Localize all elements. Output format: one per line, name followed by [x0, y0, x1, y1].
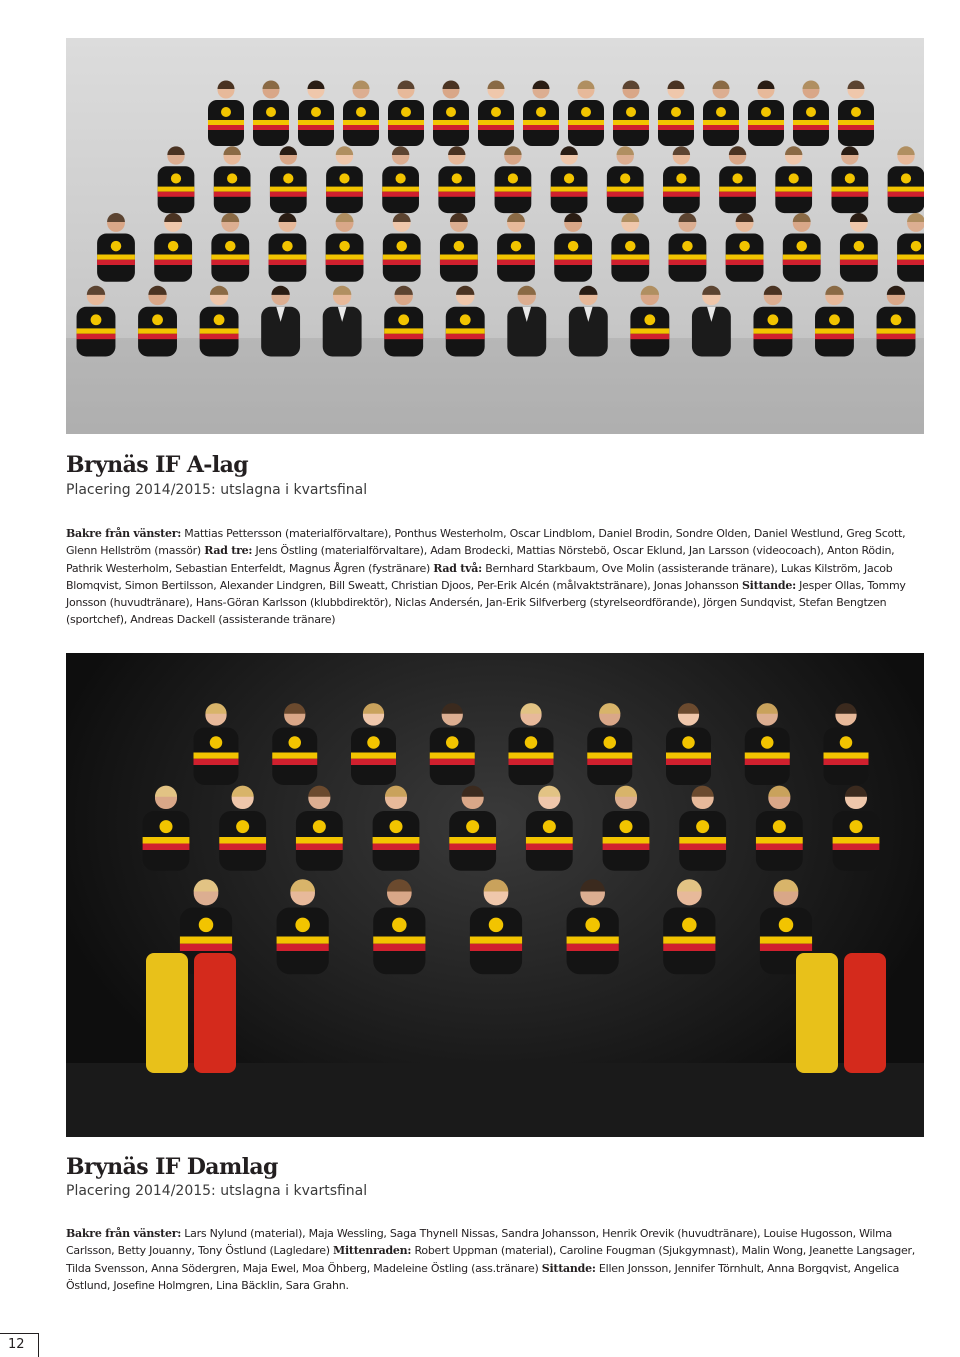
- player-figure: [888, 146, 924, 213]
- player-figure: [679, 786, 726, 871]
- player-figure: [509, 703, 554, 785]
- player-figure: [470, 879, 522, 974]
- player-figure: [430, 703, 475, 785]
- player-figure: [495, 146, 532, 213]
- player-figure: [154, 213, 192, 282]
- player-figure: [446, 286, 485, 357]
- player-figure: [478, 81, 514, 147]
- caption-text: Jens Östling (materialförvaltare), Adam Brodecki, Mattias Nörstebö, Oscar Eklund, Jan Larsson (videocoach), Anton Rödin, Pathrik Westerholm, Sebastian Enterfeldt, Magnus Ågren (fystränare): [66, 544, 895, 575]
- player-figure: [388, 81, 424, 147]
- caption-text: Lars Nylund (material), Maja Wessling, Saga Thynell Nissas, Sandra Johansson, Henrik Orevik (huvudtränare), Louise Hugosson, Wilma Carlsson, Betty Jouanny, Tony Östlund (Lagledare): [66, 1227, 893, 1258]
- player-figure: [838, 81, 874, 147]
- caption-label: Bakre från vänster:: [66, 527, 182, 540]
- player-figure: [438, 146, 475, 213]
- player-figure: [663, 879, 715, 974]
- player-figure: [603, 786, 650, 871]
- goalie-pad: [844, 953, 886, 1073]
- player-figure: [783, 213, 821, 282]
- caption-text: Ellen Jonsson, Jennifer Törnhult, Anna Borgqvist, Angelica Östlund, Josefine Holmgren, Lina Bäcklin, Sara Grahn.: [66, 1261, 900, 1292]
- caption-label: Rad två:: [433, 561, 482, 575]
- caption-text: Robert Uppman (material), Caroline Fougman (Sjukgymnast), Malin Wong, Jeanette Langsager, Tilda Svensson, Anna Södergren, Maja Ewel, Moa Öhberg, Madeleine Östling (ass.tränare): [66, 1244, 916, 1275]
- player-figure: [298, 81, 334, 147]
- player-figure: [373, 879, 425, 974]
- caption-text: Mattias Pettersson (materialförvaltare), Ponthus Westerholm, Oscar Lindblom, Daniel Brodin, Sondre Olden, Daniel Westlund, Greg Scott, Glenn Hellström (massör): [66, 527, 906, 558]
- player-figure: [351, 703, 396, 785]
- player-figure: [343, 81, 379, 147]
- goalie-pad: [146, 953, 188, 1073]
- player-figure: [214, 146, 251, 213]
- player-figure: [296, 786, 343, 871]
- women-team-caption: [66, 1225, 926, 1294]
- staff-figure: [569, 286, 608, 357]
- player-figure: [611, 213, 649, 282]
- player-figure: [726, 213, 764, 282]
- player-figure: [824, 703, 869, 785]
- player-figure: [833, 786, 880, 871]
- player-figure: [382, 146, 419, 213]
- player-figure: [663, 146, 700, 213]
- player-figure: [613, 81, 649, 147]
- player-figure: [745, 703, 790, 785]
- player-figure: [775, 146, 812, 213]
- caption-label: Sittande:: [541, 1261, 596, 1275]
- player-figure: [607, 146, 644, 213]
- player-figure: [568, 81, 604, 147]
- player-figure: [158, 146, 195, 213]
- player-figure: [143, 786, 190, 871]
- player-figure: [326, 146, 363, 213]
- caption-label: Sittande:: [741, 578, 796, 592]
- women-team-title: Brynäs IF Damlag: [66, 1154, 278, 1180]
- player-figure: [897, 213, 924, 282]
- staff-figure: [507, 286, 546, 357]
- player-figure: [719, 146, 756, 213]
- player-figure: [77, 286, 116, 357]
- a-team-title: Brynäs IF A-lag: [66, 452, 249, 478]
- caption-label: Mittenraden:: [333, 1244, 412, 1258]
- player-figure: [523, 81, 559, 147]
- player-figure: [277, 879, 329, 974]
- player-figure: [658, 81, 694, 147]
- player-figure: [753, 286, 792, 357]
- player-figure: [877, 286, 916, 357]
- women-team-photo: [66, 653, 924, 1137]
- player-figure: [497, 213, 535, 282]
- player-figure: [219, 786, 266, 871]
- player-figure: [194, 703, 239, 785]
- player-figure: [630, 286, 669, 357]
- page-number: 12: [8, 1337, 25, 1352]
- player-figure: [384, 286, 423, 357]
- player-figure: [551, 146, 588, 213]
- player-figure: [666, 703, 711, 785]
- goalie-pad: [194, 953, 236, 1073]
- player-figure: [383, 213, 421, 282]
- page-number-box: [0, 1333, 39, 1357]
- staff-figure: [323, 286, 362, 357]
- player-figure: [253, 81, 289, 147]
- player-figure: [200, 286, 239, 357]
- player-figure: [567, 879, 619, 974]
- player-figure: [793, 81, 829, 147]
- player-figure: [270, 146, 307, 213]
- caption-text: Bernhard Starkbaum, Ove Molin (assisterande tränare), Lukas Kilström, Jacob Blomqvist, Simon Bertilsson, Alexander Lindgren, Bill Sweatt, Christian Djoos, Per-Erik Alcén (målvaktstränare), Jonas Johansson: [66, 561, 893, 592]
- caption-label: Rad tre:: [204, 544, 253, 558]
- player-figure: [272, 703, 317, 785]
- floor: [66, 1063, 924, 1137]
- player-figure: [840, 213, 878, 282]
- player-figure: [587, 703, 632, 785]
- player-figure: [669, 213, 707, 282]
- player-figure: [208, 81, 244, 147]
- player-figure: [440, 213, 478, 282]
- player-figure: [269, 213, 307, 282]
- player-figure: [97, 213, 135, 282]
- player-figure: [815, 286, 854, 357]
- floor: [66, 338, 924, 434]
- player-figure: [373, 786, 420, 871]
- caption-text: Jesper Ollas, Tommy Jonsson (huvudtränare), Hans-Göran Karlsson (klubbdirektör), Niclas Andersén, Jan-Erik Silfverberg (styrelseordförande), Jörgen Sundqvist, Stefan Bengtzen (sportchef), Andreas Dackell (assisterande tränare): [66, 578, 906, 627]
- player-figure: [211, 213, 249, 282]
- player-figure: [433, 81, 469, 147]
- player-figure: [703, 81, 739, 147]
- women-team-placement: Placering 2014/2015: utslagna i kvartsfinal: [66, 1183, 368, 1199]
- a-team-photo: [66, 38, 924, 434]
- caption-label: Bakre från vänster:: [66, 1227, 182, 1240]
- player-figure: [138, 286, 177, 357]
- a-team-caption: [66, 525, 926, 629]
- player-figure: [326, 213, 364, 282]
- player-figure: [449, 786, 496, 871]
- staff-figure: [261, 286, 300, 357]
- player-figure: [756, 786, 803, 871]
- a-team-placement: Placering 2014/2015: utslagna i kvartsfinal: [66, 482, 368, 498]
- player-figure: [831, 146, 868, 213]
- player-figure: [748, 81, 784, 147]
- goalie-pad: [796, 953, 838, 1073]
- player-figure: [526, 786, 573, 871]
- staff-figure: [692, 286, 731, 357]
- player-figure: [554, 213, 592, 282]
